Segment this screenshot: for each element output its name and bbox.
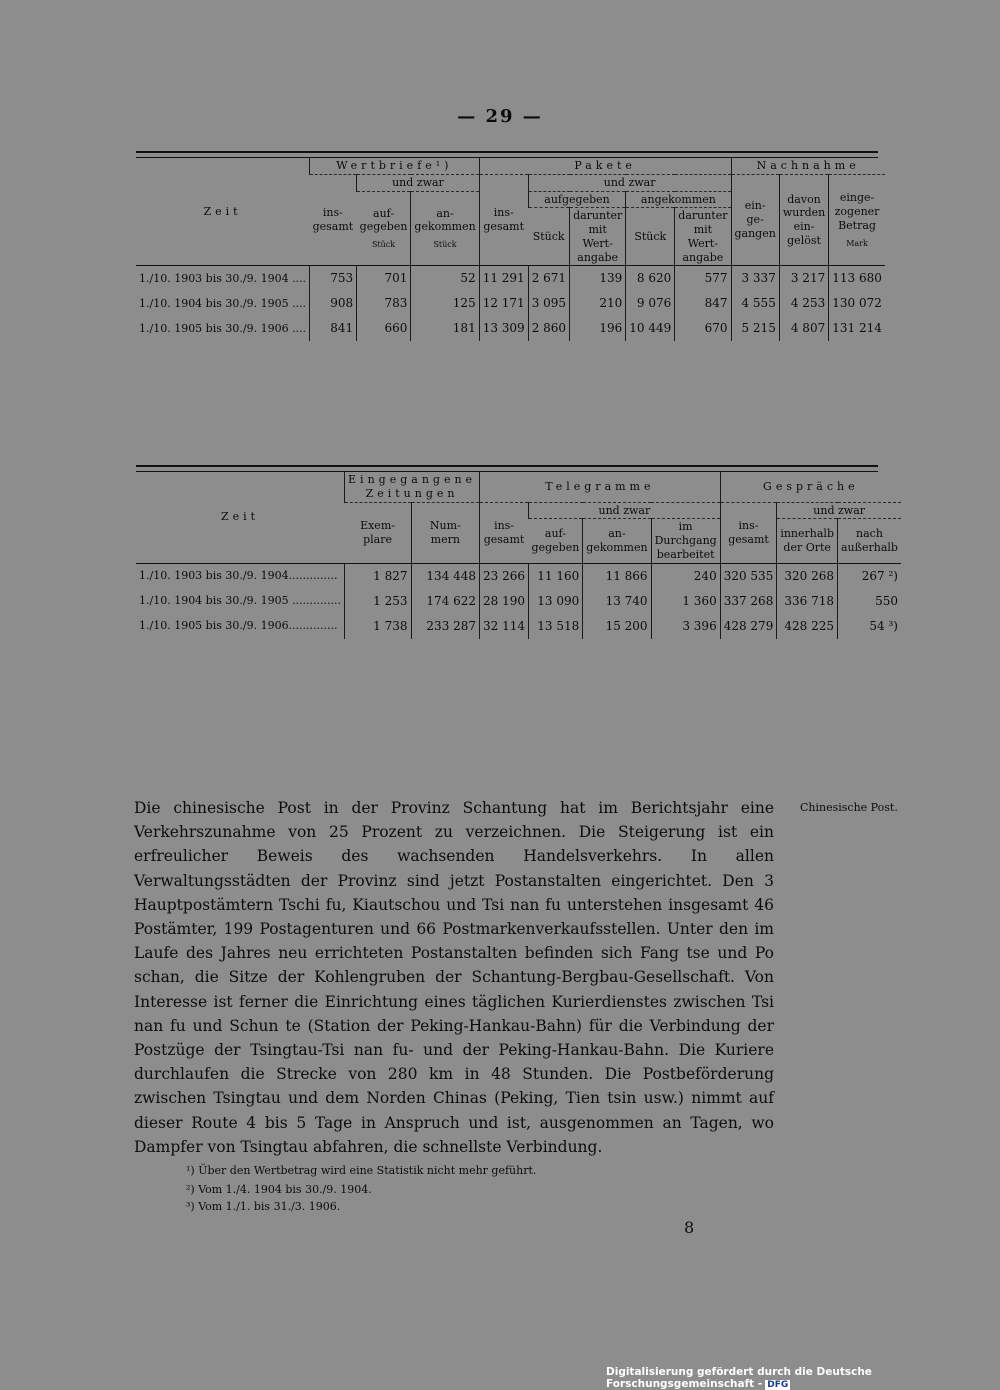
cell: 8 620 [626, 266, 675, 292]
cell: 4 253 [779, 291, 828, 316]
table2-top-rule [136, 465, 878, 472]
row-zeit: 1./10. 1905 bis 30./9. 1906 .... [139, 321, 307, 335]
cell: 1 827 [345, 563, 412, 589]
gs-und-zwar: und zwar [777, 502, 901, 519]
tg-aufgegeben: auf- gegeben [529, 519, 583, 563]
cell: 428 279 [720, 614, 777, 639]
cell: 1 738 [345, 614, 412, 639]
cell: 240 [651, 563, 720, 589]
cell: 13 740 [583, 589, 651, 614]
funding-banner [606, 1366, 1000, 1390]
table1-top-rule [136, 151, 878, 158]
cell: 13 090 [529, 589, 583, 614]
cell: 13 309 [479, 316, 528, 341]
zt-exemplare: Exem- plare [345, 502, 412, 563]
row-zeit: 1./10. 1903 bis 30./9. 1904.............. [139, 569, 338, 583]
cell: 181 [411, 316, 479, 341]
nn-eingeloest: davon wurden ein- gelöst [779, 174, 828, 266]
pk-und-zwar: und zwar [528, 174, 731, 191]
group-zeitungen: Eingegangene Zeitungen [345, 472, 480, 502]
page-number: — 29 — [457, 106, 543, 127]
pk-an-wert: darunter mit Wert- angabe [675, 208, 731, 266]
zt-nummern: Num- mern [411, 502, 480, 563]
cell: 32 114 [480, 614, 529, 639]
cell: 4 555 [731, 291, 779, 316]
cell: 113 680 [829, 266, 885, 292]
cell: 1 360 [651, 589, 720, 614]
table-postal-traffic [136, 158, 885, 341]
cell: 320 535 [720, 563, 777, 589]
footnote-1: ¹) Über den Wertbetrag wird eine Statistik nicht mehr geführt. [186, 1164, 537, 1177]
pk-aufgegeben: aufgegeben [528, 191, 626, 208]
cell: 336 718 [777, 589, 838, 614]
cell: 11 866 [583, 563, 651, 589]
cell: 320 268 [777, 563, 838, 589]
cell: 54 ³) [838, 614, 901, 639]
nn-betrag: einge- zogener Betrag Mark [829, 174, 885, 266]
cell: 9 076 [626, 291, 675, 316]
table-row [136, 266, 885, 292]
cell: 134 448 [411, 563, 480, 589]
cell: 670 [675, 316, 731, 341]
cell: 12 171 [479, 291, 528, 316]
cell: 5 215 [731, 316, 779, 341]
nn-eingegangen: ein- ge- gangen [731, 174, 779, 266]
cell: 550 [838, 589, 901, 614]
body-paragraph: Die chinesische Post in der Provinz Schantung hat im Berichtsjahr eine Verkehrszunahme von 25 Prozent zu verzeichnen. Die Steigerung ist ein erfreulicher Beweis des wachsenden Handelsverkehrs. In allen Verwaltungsstädten der Provinz sind jetzt Postanstalten eingerichtet. Den 3 Hauptpostämtern Tschi fu, Kiautschou und Tsi nan fu unterstehen insgesamt 46 Postämter, 199 Postagenturen und 66 Postmarkenverkaufsstellen. Unter den im Laufe des Jahres neu errichteten Postanstalten befinden sich Fang tse und Po schan, die Sitze der Kohlengruben der Schantung-Bergbau-Gesellschaft. Von Interesse ist ferner die Einrichtung eines täglichen Kurierdienstes zwischen Tsi nan fu und Schun te (Station der Peking-Hankau-Bahn) für die Verbindung der Postzüge der Tsingtau-Tsi nan fu- und der Peking-Hankau-Bahn. Die Kuriere durchlaufen die Strecke von 280 km in 48 Stunden. Die Postbeförderung zwischen Tsingtau und dem Norden Chinas (Peking, Tien tsin usw.) nimmt auf dieser Route 4 bis 5 Tage in Anspruch und ist, ausgenommen an Tagen, wo Dampfer von Tsingtau abfahren, die schnellste Verbindung. [134, 799, 774, 1156]
table-row [136, 614, 901, 639]
cell: 701 [357, 266, 411, 292]
cell: 130 072 [829, 291, 885, 316]
cell: 233 287 [411, 614, 480, 639]
row-zeit: 1./10. 1905 bis 30./9. 1906.............. [139, 619, 338, 633]
cell: 3 337 [731, 266, 779, 292]
cell: 783 [357, 291, 411, 316]
cell: 196 [570, 316, 626, 341]
table-row [136, 316, 885, 341]
cell: 174 622 [411, 589, 480, 614]
row-zeit: 1./10. 1904 bis 30./9. 1905 .... [139, 296, 307, 310]
group-nachnahme: Nachnahme [731, 158, 885, 174]
pk-auf-wert: darunter mit Wert- angabe [570, 208, 626, 266]
tg-insgesamt: ins- gesamt [480, 502, 529, 563]
cell: 267 ²) [838, 563, 901, 589]
cell: 13 518 [529, 614, 583, 639]
table-row [136, 291, 885, 316]
col-zeit: Zeit [136, 158, 310, 266]
table-newspapers-telegrams [136, 472, 901, 639]
cell: 337 268 [720, 589, 777, 614]
cell: 3 396 [651, 614, 720, 639]
cell: 28 190 [480, 589, 529, 614]
margin-note: Chinesische Post. [800, 801, 898, 814]
wb-insgesamt: ins- gesamt [310, 174, 357, 266]
row-zeit: 1./10. 1904 bis 30./9. 1905 .............. [139, 594, 342, 608]
pk-auf-stueck: Stück [528, 208, 569, 266]
cell: 4 807 [779, 316, 828, 341]
wb-aufgegeben: auf- gegeben Stück [357, 191, 411, 266]
group-pakete: Pakete [479, 158, 731, 174]
row-zeit: 1./10. 1903 bis 30./9. 1904 .... [139, 271, 307, 285]
cell: 23 266 [480, 563, 529, 589]
table-row [136, 589, 901, 614]
cell: 125 [411, 291, 479, 316]
pk-angekommen: angekommen [626, 191, 731, 208]
cell: 15 200 [583, 614, 651, 639]
pk-an-stueck: Stück [626, 208, 675, 266]
tg-durchgang: im Durchgang bearbeitet [651, 519, 720, 563]
cell: 577 [675, 266, 731, 292]
cell: 847 [675, 291, 731, 316]
cell: 52 [411, 266, 479, 292]
cell: 11 160 [529, 563, 583, 589]
tg-angekommen: an- gekommen [583, 519, 651, 563]
cell: 10 449 [626, 316, 675, 341]
cell: 1 253 [345, 589, 412, 614]
gs-innerhalb: innerhalb der Orte [777, 519, 838, 563]
group-gespraeche: Gespräche [720, 472, 901, 502]
cell: 428 225 [777, 614, 838, 639]
table-row [136, 563, 901, 589]
cell: 908 [310, 291, 357, 316]
cell: 131 214 [829, 316, 885, 341]
wb-angekommen: an- gekommen Stück [411, 191, 479, 266]
cell: 660 [357, 316, 411, 341]
signature-mark: 8 [684, 1218, 695, 1237]
cell: 139 [570, 266, 626, 292]
group-wertbriefe: Wertbriefe¹) [310, 158, 480, 174]
cell: 2 671 [528, 266, 569, 292]
wb-und-zwar: und zwar [357, 174, 480, 191]
cell: 210 [570, 291, 626, 316]
cell: 841 [310, 316, 357, 341]
group-telegramme: Telegramme [480, 472, 721, 502]
footnote-2: ²) Vom 1./4. 1904 bis 30./9. 1904. [186, 1183, 372, 1196]
cell: 11 291 [479, 266, 528, 292]
gs-insgesamt: ins- gesamt [720, 502, 777, 563]
footnote-3: ³) Vom 1./1. bis 31./3. 1906. [186, 1200, 341, 1213]
cell: 2 860 [528, 316, 569, 341]
cell: 3 095 [528, 291, 569, 316]
tg-und-zwar: und zwar [529, 502, 721, 519]
pk-insgesamt: ins- gesamt [479, 174, 528, 266]
cell: 753 [310, 266, 357, 292]
dfg-logo: DFG [767, 1380, 789, 1390]
gs-ausserhalb: nach außerhalb [838, 519, 901, 563]
cell: 3 217 [779, 266, 828, 292]
col-zeit: Zeit [136, 472, 345, 563]
banner-text: Digitalisierung gefördert durch die Deutsche Forschungsgemeinschaft - [606, 1366, 872, 1390]
